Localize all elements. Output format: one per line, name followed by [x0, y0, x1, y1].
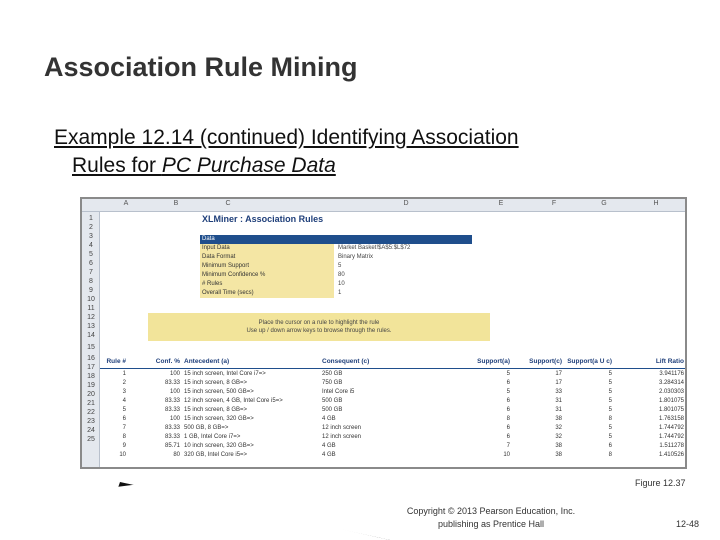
table-row[interactable]	[100, 397, 685, 406]
confidence-cell: 83.33	[164, 434, 180, 440]
data-section-header: Data	[200, 235, 334, 244]
support-c-cell: 32	[555, 425, 562, 431]
lift-ratio-cell: 2.030303	[658, 389, 684, 395]
swoosh-light	[0, 484, 390, 540]
data-info-key: # Rules	[200, 280, 334, 289]
support-ac-cell: 6	[608, 443, 612, 449]
row-number: 4	[89, 242, 93, 249]
row-number: 9	[89, 287, 93, 294]
data-info-key: Overall Time (secs)	[200, 289, 334, 298]
xlminer-title: XLMiner : Association Rules	[202, 214, 324, 224]
support-ac-cell: 8	[608, 416, 612, 422]
lift-ratio-cell: 1.744792	[658, 434, 684, 440]
decorative-swoosh	[0, 462, 390, 540]
support-ac-cell: 8	[608, 452, 612, 458]
column-header-f: F	[551, 200, 557, 207]
column-header-h: H	[653, 200, 659, 207]
row-number: 13	[87, 323, 95, 330]
row-number: 2	[89, 224, 93, 231]
consequent-cell: 500 GB	[322, 407, 343, 413]
rules-table-header	[100, 355, 685, 369]
data-info-value: Binary Matrix	[338, 254, 374, 260]
row-number: 7	[89, 269, 93, 276]
copyright-line-1: Copyright © 2013 Pearson Education, Inc.	[406, 506, 576, 516]
note-line-2: Use up / down arrow keys to browse through the rules.	[246, 328, 392, 334]
data-info-row	[200, 244, 472, 253]
row-number: 24	[87, 427, 95, 434]
consequent-cell: 4 GB	[322, 452, 336, 458]
rule-number-cell: 10	[119, 452, 126, 458]
copyright-notice	[386, 505, 596, 531]
table-row[interactable]	[100, 451, 685, 460]
support-c-cell: 31	[555, 407, 562, 413]
support-c-cell: 33	[555, 389, 562, 395]
consequent-cell: Intel Core i5	[322, 389, 355, 395]
subtitle-line-2-text: Rules for	[72, 154, 162, 177]
confidence-cell: 85.71	[164, 443, 180, 449]
lift-ratio-cell: 1.763158	[658, 416, 684, 422]
row-number: 15	[87, 343, 95, 351]
consequent-cell: 12 inch screen	[322, 434, 362, 440]
support-a-cell: 10	[503, 452, 510, 458]
row-number: 1	[89, 215, 93, 222]
confidence-cell: 83.33	[164, 407, 180, 413]
support-c-cell: 17	[555, 380, 562, 386]
confidence-cell: 83.33	[164, 425, 180, 431]
antecedent-cell: 15 inch screen, 8 GB=>	[184, 380, 248, 386]
consequent-cell: 750 GB	[322, 380, 343, 386]
table-row[interactable]	[100, 433, 685, 442]
copyright-line-2: publishing as Prentice Hall	[437, 519, 545, 529]
subtitle-line-1: Example 12.14 (continued) Identifying Association	[54, 126, 519, 149]
subtitle-line-2	[54, 152, 674, 180]
row-number: 21	[87, 400, 95, 407]
figure-caption: Figure 12.37	[635, 478, 686, 488]
data-info-value: 10	[338, 281, 345, 287]
row-number: 17	[87, 364, 95, 371]
support-c-cell: 31	[555, 398, 562, 404]
row-number: 8	[89, 278, 93, 285]
support-ac-cell: 5	[608, 407, 612, 413]
consequent-cell: 250 GB	[322, 371, 343, 377]
row-number: 11	[87, 305, 95, 312]
support-a-cell: 6	[506, 380, 510, 386]
lift-ratio-cell: 1.801075	[658, 398, 684, 404]
column-header-c: C	[225, 200, 231, 207]
antecedent-cell: 10 inch screen, 320 GB=>	[184, 443, 254, 449]
spreadsheet-screenshot	[80, 197, 687, 469]
header-antecedent: Antecedent (a)	[184, 358, 230, 365]
row-number: 3	[89, 233, 93, 240]
support-c-cell: 32	[555, 434, 562, 440]
antecedent-cell: 12 inch screen, 4 GB, Intel Core i5=>	[184, 398, 283, 404]
support-c-cell: 38	[555, 443, 562, 449]
confidence-cell: 80	[173, 452, 180, 458]
lift-ratio-cell: 1.410526	[658, 452, 684, 458]
row-header-bar	[82, 212, 100, 469]
rule-number-cell: 2	[122, 380, 126, 386]
support-a-cell: 6	[506, 407, 510, 413]
data-info-key: Minimum Confidence %	[200, 271, 334, 280]
lift-ratio-cell: 3.941176	[659, 371, 684, 377]
table-row[interactable]	[100, 415, 685, 424]
table-row[interactable]	[100, 442, 685, 451]
antecedent-cell: 15 inch screen, Intel Core i7=>	[184, 371, 266, 377]
lift-ratio-cell: 1.744792	[658, 425, 684, 431]
rule-number-cell: 4	[122, 398, 126, 404]
row-number: 14	[87, 332, 95, 339]
subtitle-dataset-name: PC Purchase Data	[161, 154, 336, 177]
column-header-bar	[82, 199, 685, 212]
row-number: 6	[89, 260, 93, 267]
row-number: 16	[87, 355, 95, 362]
table-row[interactable]	[100, 388, 685, 397]
column-header-b: B	[173, 200, 179, 207]
consequent-cell: 12 inch screen	[322, 425, 362, 431]
column-header-d: D	[403, 200, 409, 207]
data-info-key: Input Data	[200, 244, 334, 253]
data-info-key: Minimum Support	[200, 262, 334, 271]
rule-number-cell: 3	[122, 389, 126, 395]
rule-number-cell: 5	[122, 407, 126, 413]
support-ac-cell: 5	[608, 380, 612, 386]
support-ac-cell: 5	[608, 371, 612, 377]
rule-number-cell: 6	[122, 416, 126, 422]
support-c-cell: 38	[555, 452, 562, 458]
table-row[interactable]	[100, 379, 685, 388]
antecedent-cell: 15 inch screen, 8 GB=>	[184, 407, 248, 413]
lift-ratio-cell: 1.511278	[659, 443, 684, 449]
column-header-g: G	[601, 200, 607, 207]
confidence-cell: 100	[169, 371, 180, 377]
header-support-a: Support(a)	[477, 358, 510, 365]
lift-ratio-cell: 3.284314	[658, 380, 684, 386]
data-info-row	[200, 271, 472, 280]
sheet-grid	[100, 212, 685, 467]
data-info-row	[200, 253, 472, 262]
row-number: 25	[87, 436, 95, 443]
support-ac-cell: 5	[608, 389, 612, 395]
table-row[interactable]	[100, 424, 685, 433]
header-confidence: Conf. %	[155, 358, 180, 365]
note-line-1: Place the cursor on a rule to highlight the rule	[258, 320, 380, 326]
header-rule-number: Rule #	[106, 358, 126, 365]
data-info-value: 1	[338, 290, 342, 296]
rule-number-cell: 1	[122, 371, 126, 377]
data-info-value: 80	[338, 272, 345, 278]
rule-number-cell: 7	[122, 425, 126, 431]
row-number: 18	[87, 373, 95, 380]
data-info-row	[200, 289, 472, 298]
header-support-ac: Support(a U c)	[567, 358, 612, 365]
support-c-cell: 17	[555, 371, 562, 377]
page-number: 12-48	[676, 519, 700, 529]
data-section-header-fill	[334, 235, 472, 244]
data-info-value: 5	[338, 263, 342, 269]
support-a-cell: 6	[506, 434, 510, 440]
table-row[interactable]	[100, 370, 685, 379]
data-info-row	[200, 280, 472, 289]
antecedent-cell: 500 GB, 8 GB=>	[184, 425, 229, 431]
antecedent-cell: 15 inch screen, 500 GB=>	[184, 389, 254, 395]
header-support-c: Support(c)	[529, 358, 562, 365]
data-info-row	[200, 262, 472, 271]
row-number: 10	[87, 296, 95, 303]
column-header-e: E	[498, 200, 504, 207]
antecedent-cell: 15 inch screen, 320 GB=>	[184, 416, 254, 422]
support-a-cell: 8	[506, 416, 510, 422]
slide-title: Association Rule Mining	[44, 52, 358, 82]
rule-number-cell: 8	[122, 434, 126, 440]
data-info-key: Data Format	[200, 253, 334, 262]
slide-subtitle	[54, 124, 674, 180]
support-ac-cell: 5	[608, 398, 612, 404]
lift-ratio-cell: 1.801075	[658, 407, 684, 413]
support-ac-cell: 5	[608, 434, 612, 440]
rule-browse-note	[148, 313, 490, 341]
support-c-cell: 38	[555, 416, 562, 422]
consequent-cell: 4 GB	[322, 416, 336, 422]
header-lift-ratio: Lift Ratio	[655, 358, 684, 365]
confidence-cell: 100	[169, 389, 180, 395]
confidence-cell: 83.33	[164, 398, 180, 404]
confidence-cell: 100	[169, 416, 180, 422]
antecedent-cell: 320 GB, Intel Core i5=>	[184, 452, 248, 458]
consequent-cell: 500 GB	[322, 398, 343, 404]
row-number: 12	[87, 314, 95, 321]
antecedent-cell: 1 GB, Intel Core i7=>	[184, 434, 241, 440]
row-number: 20	[87, 391, 95, 398]
table-row[interactable]	[100, 406, 685, 415]
row-number: 19	[87, 382, 95, 389]
support-a-cell: 6	[506, 398, 510, 404]
row-number: 23	[87, 418, 95, 425]
column-header-a: A	[123, 200, 129, 207]
support-a-cell: 5	[506, 371, 510, 377]
rule-number-cell: 9	[122, 443, 126, 449]
data-info-value: Market Basket!$A$5:$L$72	[338, 245, 411, 251]
support-a-cell: 6	[506, 425, 510, 431]
row-number: 5	[89, 251, 93, 258]
support-a-cell: 7	[506, 443, 510, 449]
confidence-cell: 83.33	[164, 380, 180, 386]
row-number: 22	[87, 409, 95, 416]
support-a-cell: 5	[506, 389, 510, 395]
header-consequent: Consequent (c)	[322, 358, 370, 365]
support-ac-cell: 5	[608, 425, 612, 431]
consequent-cell: 4 GB	[322, 443, 336, 449]
